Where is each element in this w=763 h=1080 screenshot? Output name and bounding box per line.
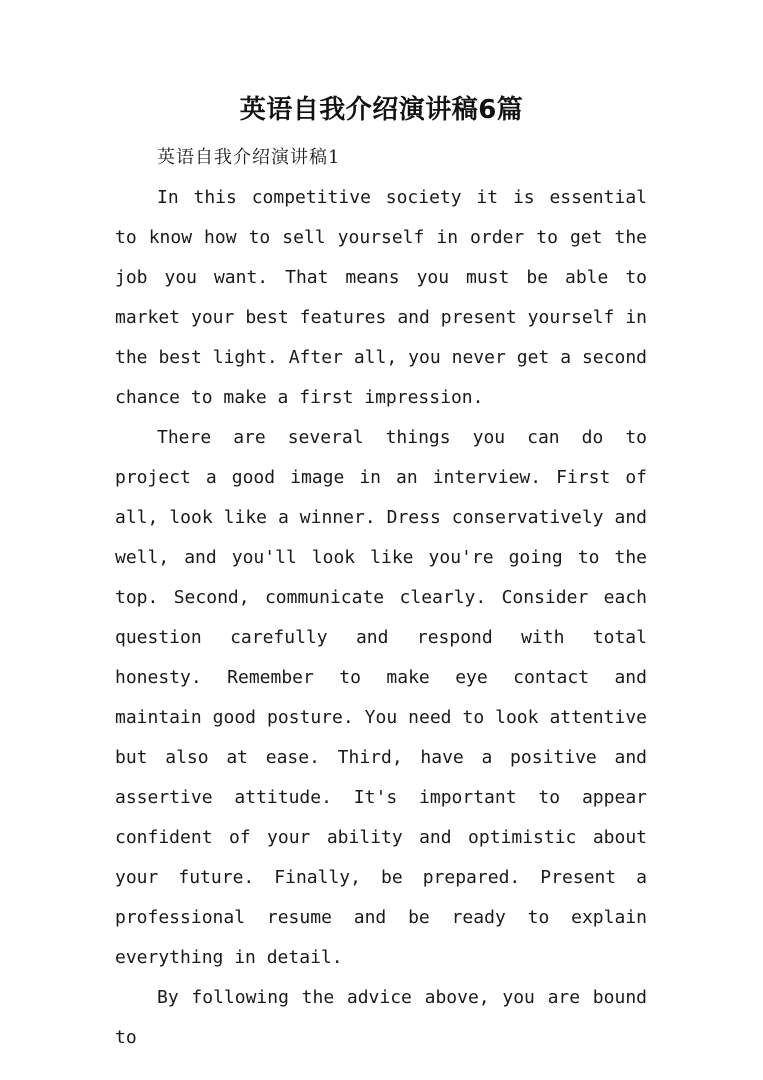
- paragraph-1: In this competitive society it is essential to know how to sell yourself in order to get the job you want. That means you must be able to market your best features and present yourself in the best light. After all, you never get a second chance to make a first impression.: [115, 187, 647, 408]
- paragraph-2: There are several things you can do to project a good image in an interview. First of all, look like a winner. Dress conservatively and well, and you'll look like you're going to the top. Second, communicate clearly. Consider each question carefully and respond with total honesty. Remember to make eye contact and maintain good posture. You need to look attentive but also at ease. Third, have a positive and assertive attitude. It's important to appear confident of your ability and optimistic about your future. Finally, be prepared. Present a professional resume and be ready to explain everything in detail.: [115, 427, 647, 968]
- document-title: 英语自我介绍演讲稿6篇: [239, 95, 524, 125]
- paragraph-3: By following the advice above, you are bound to: [115, 987, 647, 1048]
- document-body: [115, 138, 647, 1058]
- section-heading: 英语自我介绍演讲稿1: [157, 147, 341, 168]
